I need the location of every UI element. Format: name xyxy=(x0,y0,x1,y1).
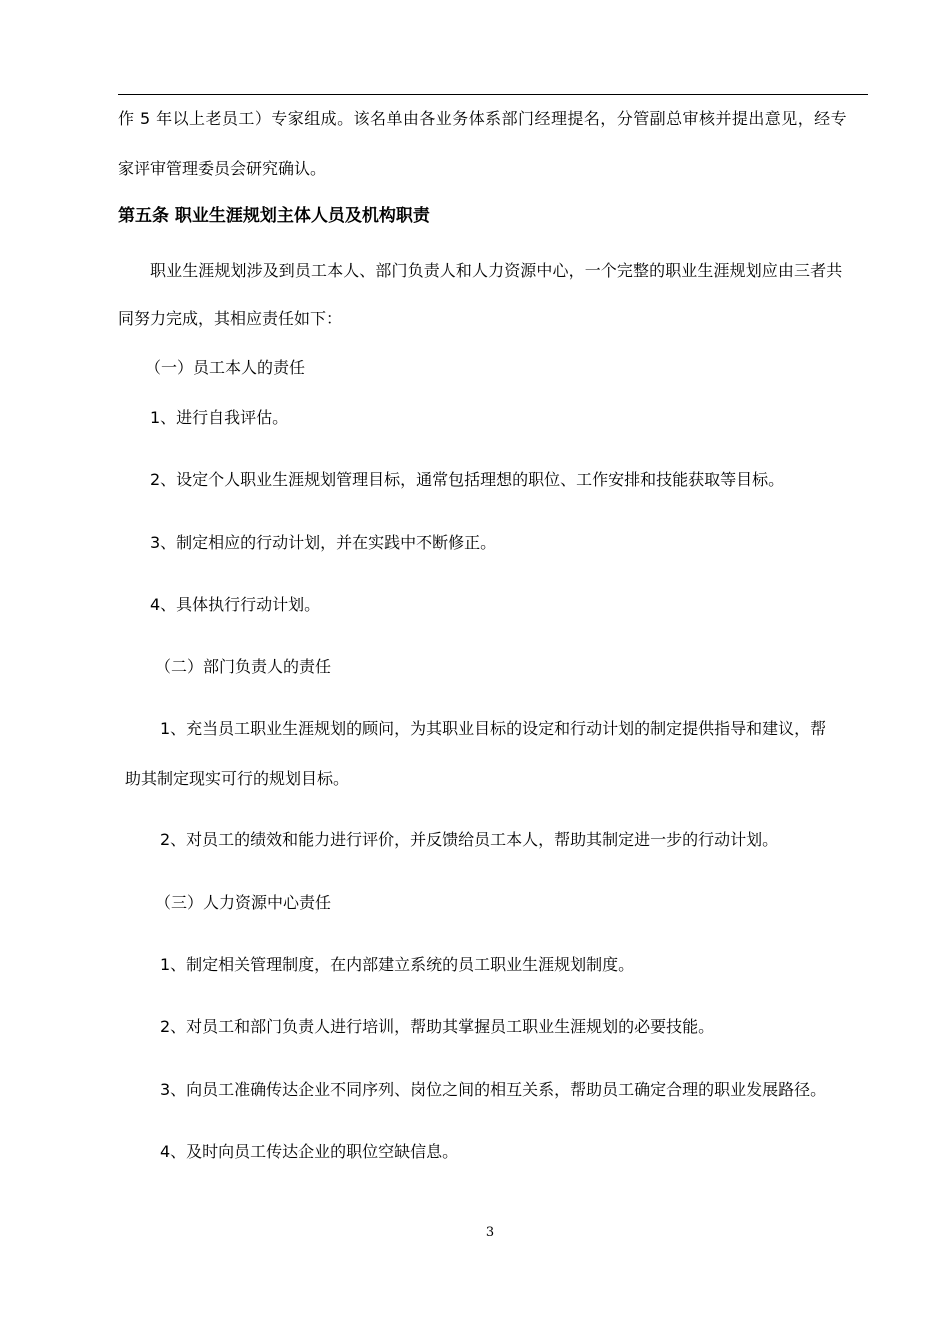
section-heading: 第五条 职业生涯规划主体人员及机构职责 xyxy=(118,206,430,226)
subsection-heading: （一）员工本人的责任 xyxy=(145,358,306,377)
list-item: 2、设定个人职业生涯规划管理目标，通常包括理想的职位、工作安排和技能获取等目标。 xyxy=(150,470,785,489)
body-text-line: 作 5 年以上老员工）专家组成。该名单由各业务体系部门经理提名，分管副总审核并提出意见，经专 xyxy=(118,109,848,128)
list-item: 4、具体执行行动计划。 xyxy=(150,595,321,614)
page-number: 3 xyxy=(485,1225,495,1240)
list-item: 3、向员工准确传达企业不同序列、岗位之间的相互关系，帮助员工确定合理的职业发展路径。 xyxy=(160,1080,827,1099)
list-item: 1、进行自我评估。 xyxy=(150,408,289,427)
subsection-heading: （三）人力资源中心责任 xyxy=(155,893,332,912)
list-item: 2、对员工的绩效和能力进行评价，并反馈给员工本人，帮助其制定进一步的行动计划。 xyxy=(160,830,779,849)
list-item: 3、制定相应的行动计划，并在实践中不断修正。 xyxy=(150,533,497,552)
list-item: 1、充当员工职业生涯规划的顾问，为其职业目标的设定和行动计划的制定提供指导和建议，帮 xyxy=(160,719,827,738)
list-item: 1、制定相关管理制度，在内部建立系统的员工职业生涯规划制度。 xyxy=(160,955,635,974)
body-text-line: 同努力完成，其相应责任如下： xyxy=(118,309,343,328)
subsection-heading: （二）部门负责人的责任 xyxy=(155,657,332,676)
header-rule xyxy=(118,94,868,95)
list-item: 4、及时向员工传达企业的职位空缺信息。 xyxy=(160,1142,459,1161)
body-text-line: 职业生涯规划涉及到员工本人、部门负责人和人力资源中心，一个完整的职业生涯规划应由三者共 xyxy=(150,261,843,280)
list-item: 2、对员工和部门负责人进行培训，帮助其掌握员工职业生涯规划的必要技能。 xyxy=(160,1017,715,1036)
list-item-continuation: 助其制定现实可行的规划目标。 xyxy=(125,769,350,788)
body-text-line: 家评审管理委员会研究确认。 xyxy=(118,159,327,178)
